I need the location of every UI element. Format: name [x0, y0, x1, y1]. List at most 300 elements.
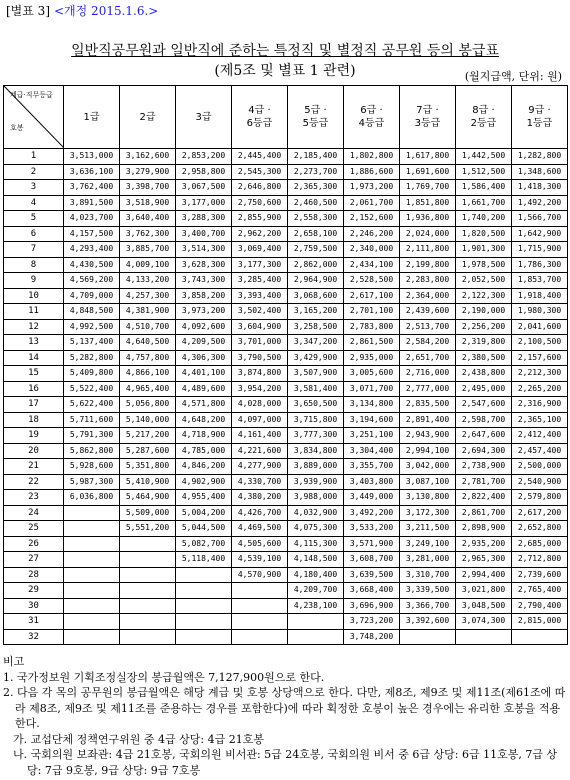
salary-cell: 4,032,900	[288, 505, 344, 521]
salary-cell: 2,199,800	[400, 257, 456, 273]
salary-cell: 4,023,700	[64, 211, 120, 227]
table-row	[4, 195, 568, 211]
col-header-label: 1급	[83, 111, 100, 123]
salary-cell: 3,392,600	[400, 614, 456, 630]
salary-cell: 2,190,000	[456, 304, 512, 320]
salary-cell: 3,502,400	[232, 304, 288, 320]
salary-cell: 2,185,400	[288, 149, 344, 165]
salary-cell: 2,861,700	[456, 505, 512, 521]
page-subtitle: (제5조 및 별표 1 관련)	[214, 63, 356, 79]
salary-cell: 3,701,000	[232, 335, 288, 351]
salary-cell: 2,152,600	[344, 211, 400, 227]
annex-label: [별표 3]	[6, 4, 50, 18]
salary-cell: 3,748,200	[344, 629, 400, 645]
salary-cell: 2,935,000	[344, 350, 400, 366]
salary-cell: 1,661,700	[456, 195, 512, 211]
step-cell: 14	[4, 350, 64, 366]
salary-cell: 2,340,000	[344, 242, 400, 258]
salary-cell: 3,449,000	[344, 490, 400, 506]
step-cell: 21	[4, 459, 64, 475]
table-row	[4, 552, 568, 568]
salary-cell: 3,165,200	[288, 304, 344, 320]
salary-cell: 4,785,000	[176, 443, 232, 459]
note-item: 1. 국가정보원 기획조정실장의 봉급월액은 7,127,900원으로 한다.	[3, 670, 325, 684]
salary-cell: 1,492,200	[512, 195, 568, 211]
salary-cell: 3,177,300	[232, 257, 288, 273]
salary-cell: 4,028,000	[232, 397, 288, 413]
salary-cell: 4,306,300	[176, 350, 232, 366]
salary-cell: 2,100,500	[512, 335, 568, 351]
salary-cell: 2,111,800	[400, 242, 456, 258]
col-header	[176, 86, 232, 149]
salary-cell: 1,936,800	[400, 211, 456, 227]
salary-cell: 3,021,800	[456, 583, 512, 599]
salary-cell: 3,743,300	[176, 273, 232, 289]
salary-cell: 2,964,900	[288, 273, 344, 289]
salary-cell: 4,293,400	[64, 242, 120, 258]
revision-note: <개정 2015.1.6.>	[54, 4, 159, 18]
table-row	[4, 164, 568, 180]
salary-cell: 3,071,700	[344, 381, 400, 397]
col-header-label: 9급 · 1등급	[526, 105, 553, 129]
salary-cell: 4,489,600	[176, 381, 232, 397]
salary-cell: 3,513,000	[64, 149, 120, 165]
table-row	[4, 397, 568, 413]
salary-cell: 2,364,000	[400, 288, 456, 304]
table-row	[4, 567, 568, 583]
salary-cell: 1,566,700	[512, 211, 568, 227]
salary-cell: 4,866,100	[120, 366, 176, 382]
salary-cell: 2,579,800	[512, 490, 568, 506]
salary-cell: 3,087,100	[400, 474, 456, 490]
salary-cell	[120, 614, 176, 630]
salary-cell: 1,853,700	[512, 273, 568, 289]
salary-cell: 3,048,500	[456, 598, 512, 614]
step-cell: 4	[4, 195, 64, 211]
salary-cell	[120, 536, 176, 552]
salary-cell: 4,570,900	[232, 567, 288, 583]
salary-cell: 3,639,500	[344, 567, 400, 583]
salary-cell: 3,288,300	[176, 211, 232, 227]
salary-cell	[176, 614, 232, 630]
salary-cell: 4,209,500	[176, 335, 232, 351]
salary-cell: 4,133,200	[120, 273, 176, 289]
salary-cell: 3,518,900	[120, 195, 176, 211]
salary-cell: 5,711,600	[64, 412, 120, 428]
salary-cell: 5,464,900	[120, 490, 176, 506]
salary-cell: 4,180,400	[288, 567, 344, 583]
col-header	[344, 86, 400, 149]
salary-cell: 2,898,900	[456, 521, 512, 537]
salary-cell: 2,861,500	[344, 335, 400, 351]
notes-section	[3, 654, 567, 778]
salary-cell: 1,886,600	[344, 164, 400, 180]
salary-cell: 4,902,900	[176, 474, 232, 490]
salary-cell: 3,005,600	[344, 366, 400, 382]
salary-cell: 4,571,800	[176, 397, 232, 413]
salary-cell: 3,130,800	[400, 490, 456, 506]
salary-cell: 1,617,800	[400, 149, 456, 165]
salary-cell: 5,509,000	[120, 505, 176, 521]
salary-cell: 2,781,700	[456, 474, 512, 490]
salary-cell: 5,410,900	[120, 474, 176, 490]
salary-cell: 4,157,500	[64, 226, 120, 242]
salary-cell: 1,442,500	[456, 149, 512, 165]
salary-cell: 2,528,500	[344, 273, 400, 289]
salary-cell: 2,891,400	[400, 412, 456, 428]
salary-cell: 2,647,600	[456, 428, 512, 444]
title-text: 일반직공무원과 일반직에 준하는 특정직 및 별정직 공무원 등의 봉급표	[71, 43, 499, 59]
col-header	[288, 86, 344, 149]
col-header	[456, 86, 512, 149]
salary-cell: 3,954,200	[232, 381, 288, 397]
salary-cell: 5,551,200	[120, 521, 176, 537]
salary-cell	[400, 629, 456, 645]
salary-cell: 6,036,800	[64, 490, 120, 506]
salary-cell: 2,862,000	[288, 257, 344, 273]
salary-cell: 3,834,800	[288, 443, 344, 459]
corner-cell	[4, 86, 64, 149]
salary-cell: 1,973,200	[344, 180, 400, 196]
salary-cell: 4,848,500	[64, 304, 120, 320]
salary-cell: 3,304,400	[344, 443, 400, 459]
step-cell: 22	[4, 474, 64, 490]
salary-cell: 2,943,900	[400, 428, 456, 444]
salary-cell: 2,380,500	[456, 350, 512, 366]
salary-cell: 3,068,600	[288, 288, 344, 304]
salary-cell: 3,668,400	[344, 583, 400, 599]
table-row	[4, 350, 568, 366]
salary-cell: 3,891,500	[64, 195, 120, 211]
salary-cell	[64, 552, 120, 568]
salary-cell	[176, 629, 232, 645]
salary-cell: 3,162,600	[120, 149, 176, 165]
salary-cell: 2,694,300	[456, 443, 512, 459]
corner-top-label: 계급·직무등급	[10, 91, 53, 99]
salary-cell: 5,140,000	[120, 412, 176, 428]
salary-cell: 4,426,700	[232, 505, 288, 521]
salary-cell: 3,790,500	[232, 350, 288, 366]
step-cell: 2	[4, 164, 64, 180]
salary-cell: 1,740,200	[456, 211, 512, 227]
salary-cell: 4,510,700	[120, 319, 176, 335]
salary-cell: 3,285,400	[232, 273, 288, 289]
salary-cell: 2,855,900	[232, 211, 288, 227]
salary-cell: 4,075,300	[288, 521, 344, 537]
salary-cell	[176, 583, 232, 599]
salary-cell: 3,400,700	[176, 226, 232, 242]
salary-cell: 2,316,900	[512, 397, 568, 413]
salary-cell: 3,885,700	[120, 242, 176, 258]
salary-cell	[176, 567, 232, 583]
salary-cell: 5,287,600	[120, 443, 176, 459]
note-subitem: 나. 국회의원 보좌관: 4급 21호봉, 국회의원 비서관: 5급 24호봉, 국회의원 비서 중 6급 상당: 6급 11호봉, 7급 상당: 7급 9호봉, 9급 상당: 9급 7호봉	[13, 748, 558, 777]
table-row	[4, 304, 568, 320]
step-cell: 15	[4, 366, 64, 382]
salary-cell: 2,500,000	[512, 459, 568, 475]
step-cell: 10	[4, 288, 64, 304]
salary-cell: 2,319,800	[456, 335, 512, 351]
salary-cell: 5,987,300	[64, 474, 120, 490]
step-cell: 9	[4, 273, 64, 289]
salary-cell	[64, 536, 120, 552]
salary-cell: 3,628,300	[176, 257, 232, 273]
salary-cell	[64, 583, 120, 599]
step-cell: 7	[4, 242, 64, 258]
salary-cell: 1,769,700	[400, 180, 456, 196]
salary-cell	[64, 567, 120, 583]
salary-cell: 1,691,600	[400, 164, 456, 180]
salary-cell: 2,617,100	[344, 288, 400, 304]
salary-cell: 4,569,200	[64, 273, 120, 289]
salary-cell: 1,715,900	[512, 242, 568, 258]
salary-cell: 2,958,800	[176, 164, 232, 180]
salary-cell: 2,283,800	[400, 273, 456, 289]
salary-cell: 2,750,600	[232, 195, 288, 211]
step-cell: 25	[4, 521, 64, 537]
salary-cell	[64, 629, 120, 645]
salary-cell: 2,598,700	[456, 412, 512, 428]
table-row	[4, 273, 568, 289]
salary-cell: 3,723,200	[344, 614, 400, 630]
salary-cell: 4,846,200	[176, 459, 232, 475]
salary-cell: 3,347,200	[288, 335, 344, 351]
table-row	[4, 583, 568, 599]
salary-cell	[120, 583, 176, 599]
annex-header	[6, 2, 158, 19]
table-row	[4, 381, 568, 397]
step-cell: 12	[4, 319, 64, 335]
note-item: 2. 다음 각 목의 공무원의 봉급월액은 해당 계급 및 호봉 상당액으로 한다. 다만, 제8조, 제9조 및 제11조(제61조에 따라 제8조, 제9조 및 제11조를 준용하는 경우를 포함한다)에 따라 획정한 호봉이 높은 경우에는 유리한 호봉을 적용한다.	[3, 686, 566, 730]
salary-cell: 4,709,000	[64, 288, 120, 304]
salary-cell: 1,642,900	[512, 226, 568, 242]
table-row	[4, 226, 568, 242]
step-cell: 1	[4, 149, 64, 165]
salary-cell: 2,439,600	[400, 304, 456, 320]
salary-cell: 2,438,800	[456, 366, 512, 382]
salary-cell: 1,348,600	[512, 164, 568, 180]
salary-cell: 1,512,500	[456, 164, 512, 180]
salary-cell: 2,712,800	[512, 552, 568, 568]
salary-cell: 2,157,600	[512, 350, 568, 366]
salary-cell: 3,339,500	[400, 583, 456, 599]
salary-cell: 3,279,900	[120, 164, 176, 180]
step-cell: 11	[4, 304, 64, 320]
salary-cell	[64, 598, 120, 614]
col-header-label: 3급	[195, 111, 212, 123]
table-row	[4, 428, 568, 444]
col-header	[512, 86, 568, 149]
salary-cell: 3,398,700	[120, 180, 176, 196]
salary-cell: 2,617,200	[512, 505, 568, 521]
salary-cell: 4,097,000	[232, 412, 288, 428]
salary-cell: 5,409,800	[64, 366, 120, 382]
salary-cell: 2,759,500	[288, 242, 344, 258]
salary-cell: 4,257,300	[120, 288, 176, 304]
salary-cell: 2,994,400	[456, 567, 512, 583]
salary-cell: 2,256,200	[456, 319, 512, 335]
salary-cell: 4,965,400	[120, 381, 176, 397]
salary-cell: 5,118,400	[176, 552, 232, 568]
salary-cell	[120, 552, 176, 568]
table-row	[4, 629, 568, 645]
note-subitem: 가. 교섭단체 정책연구위원 중 4급 상당: 4급 21호봉	[13, 732, 264, 746]
salary-cell: 4,092,600	[176, 319, 232, 335]
salary-cell: 2,994,100	[400, 443, 456, 459]
salary-cell: 4,648,200	[176, 412, 232, 428]
salary-cell: 3,988,000	[288, 490, 344, 506]
salary-cell: 3,194,600	[344, 412, 400, 428]
salary-cell: 2,822,400	[456, 490, 512, 506]
salary-cell: 5,282,800	[64, 350, 120, 366]
salary-cell: 3,604,900	[232, 319, 288, 335]
salary-cell: 3,310,700	[400, 567, 456, 583]
step-cell: 32	[4, 629, 64, 645]
salary-cell: 2,457,400	[512, 443, 568, 459]
salary-cell: 5,928,600	[64, 459, 120, 475]
col-header-label: 5급 · 5등급	[302, 105, 329, 129]
step-cell: 20	[4, 443, 64, 459]
table-row	[4, 536, 568, 552]
salary-cell: 3,249,100	[400, 536, 456, 552]
salary-cell: 3,650,500	[288, 397, 344, 413]
table-row	[4, 505, 568, 521]
salary-cell: 2,540,900	[512, 474, 568, 490]
table-row	[4, 474, 568, 490]
salary-cell: 4,955,400	[176, 490, 232, 506]
salary-cell: 2,545,300	[232, 164, 288, 180]
salary-cell: 5,791,300	[64, 428, 120, 444]
salary-cell	[120, 567, 176, 583]
table-row	[4, 180, 568, 196]
salary-cell: 3,777,300	[288, 428, 344, 444]
table-row	[4, 412, 568, 428]
salary-cell: 2,041,600	[512, 319, 568, 335]
salary-cell: 2,122,300	[456, 288, 512, 304]
salary-cell: 3,640,400	[120, 211, 176, 227]
salary-cell: 2,962,200	[232, 226, 288, 242]
salary-cell: 5,056,800	[120, 397, 176, 413]
table-row	[4, 335, 568, 351]
salary-cell: 3,177,000	[176, 195, 232, 211]
salary-cell: 2,777,000	[400, 381, 456, 397]
salary-cell: 4,209,700	[288, 583, 344, 599]
salary-cell: 4,640,500	[120, 335, 176, 351]
salary-cell: 2,434,100	[344, 257, 400, 273]
salary-cell: 3,403,800	[344, 474, 400, 490]
salary-cell	[288, 629, 344, 645]
salary-cell: 3,172,300	[400, 505, 456, 521]
salary-cell: 4,401,100	[176, 366, 232, 382]
salary-cell: 3,211,500	[400, 521, 456, 537]
table-row	[4, 242, 568, 258]
salary-cell: 5,082,700	[176, 536, 232, 552]
table-row	[4, 211, 568, 227]
salary-cell: 2,547,600	[456, 397, 512, 413]
salary-cell: 3,533,200	[344, 521, 400, 537]
salary-cell: 2,273,700	[288, 164, 344, 180]
col-header-label: 7급 · 3등급	[414, 105, 441, 129]
salary-cell: 2,412,400	[512, 428, 568, 444]
salary-cell: 3,608,700	[344, 552, 400, 568]
step-cell: 8	[4, 257, 64, 273]
salary-cell: 3,874,800	[232, 366, 288, 382]
salary-cell: 1,918,400	[512, 288, 568, 304]
salary-cell: 2,558,300	[288, 211, 344, 227]
salary-cell: 3,889,000	[288, 459, 344, 475]
salary-cell: 5,217,200	[120, 428, 176, 444]
salary-cell: 2,265,200	[512, 381, 568, 397]
salary-cell: 3,074,300	[456, 614, 512, 630]
salary-cell: 3,571,900	[344, 536, 400, 552]
salary-cell: 1,980,300	[512, 304, 568, 320]
salary-cell	[232, 598, 288, 614]
salary-cell: 3,581,400	[288, 381, 344, 397]
salary-cell: 2,652,800	[512, 521, 568, 537]
salary-cell: 4,238,100	[288, 598, 344, 614]
salary-cell: 3,069,400	[232, 242, 288, 258]
salary-cell: 3,281,000	[400, 552, 456, 568]
salary-cell: 3,393,400	[232, 288, 288, 304]
salary-cell: 4,380,200	[232, 490, 288, 506]
salary-cell	[64, 505, 120, 521]
step-cell: 24	[4, 505, 64, 521]
step-cell: 26	[4, 536, 64, 552]
salary-cell	[176, 598, 232, 614]
salary-cell: 3,715,800	[288, 412, 344, 428]
salary-cell: 3,636,100	[64, 164, 120, 180]
salary-cell: 2,052,500	[456, 273, 512, 289]
col-header-label: 8급 · 2등급	[470, 105, 497, 129]
salary-cell: 4,718,900	[176, 428, 232, 444]
salary-cell: 2,365,300	[288, 180, 344, 196]
table-row	[4, 459, 568, 475]
salary-cell: 1,786,300	[512, 257, 568, 273]
salary-cell: 2,584,200	[400, 335, 456, 351]
col-header-label: 2급	[139, 111, 156, 123]
salary-cell: 5,137,400	[64, 335, 120, 351]
salary-cell: 5,044,500	[176, 521, 232, 537]
salary-cell: 1,802,800	[344, 149, 400, 165]
step-cell: 29	[4, 583, 64, 599]
salary-cell: 4,277,900	[232, 459, 288, 475]
col-header-label: 6급 · 4등급	[358, 105, 385, 129]
salary-cell: 4,381,900	[120, 304, 176, 320]
salary-cell: 5,351,800	[120, 459, 176, 475]
salary-cell: 2,246,200	[344, 226, 400, 242]
step-cell: 18	[4, 412, 64, 428]
step-cell: 5	[4, 211, 64, 227]
salary-cell: 3,258,500	[288, 319, 344, 335]
table-row	[4, 149, 568, 165]
salary-cell: 5,004,200	[176, 505, 232, 521]
salary-cell: 2,783,800	[344, 319, 400, 335]
step-cell: 16	[4, 381, 64, 397]
salary-cell: 2,835,500	[400, 397, 456, 413]
unit-note: (월지급액, 단위: 원)	[464, 70, 562, 83]
step-cell: 6	[4, 226, 64, 242]
salary-cell: 1,978,500	[456, 257, 512, 273]
salary-cell: 2,738,900	[456, 459, 512, 475]
salary-cell: 1,418,300	[512, 180, 568, 196]
salary-cell: 4,757,800	[120, 350, 176, 366]
table-row	[4, 257, 568, 273]
salary-cell: 1,820,500	[456, 226, 512, 242]
table-row	[4, 521, 568, 537]
salary-cell: 3,355,700	[344, 459, 400, 475]
salary-cell: 5,622,400	[64, 397, 120, 413]
salary-cell	[456, 629, 512, 645]
